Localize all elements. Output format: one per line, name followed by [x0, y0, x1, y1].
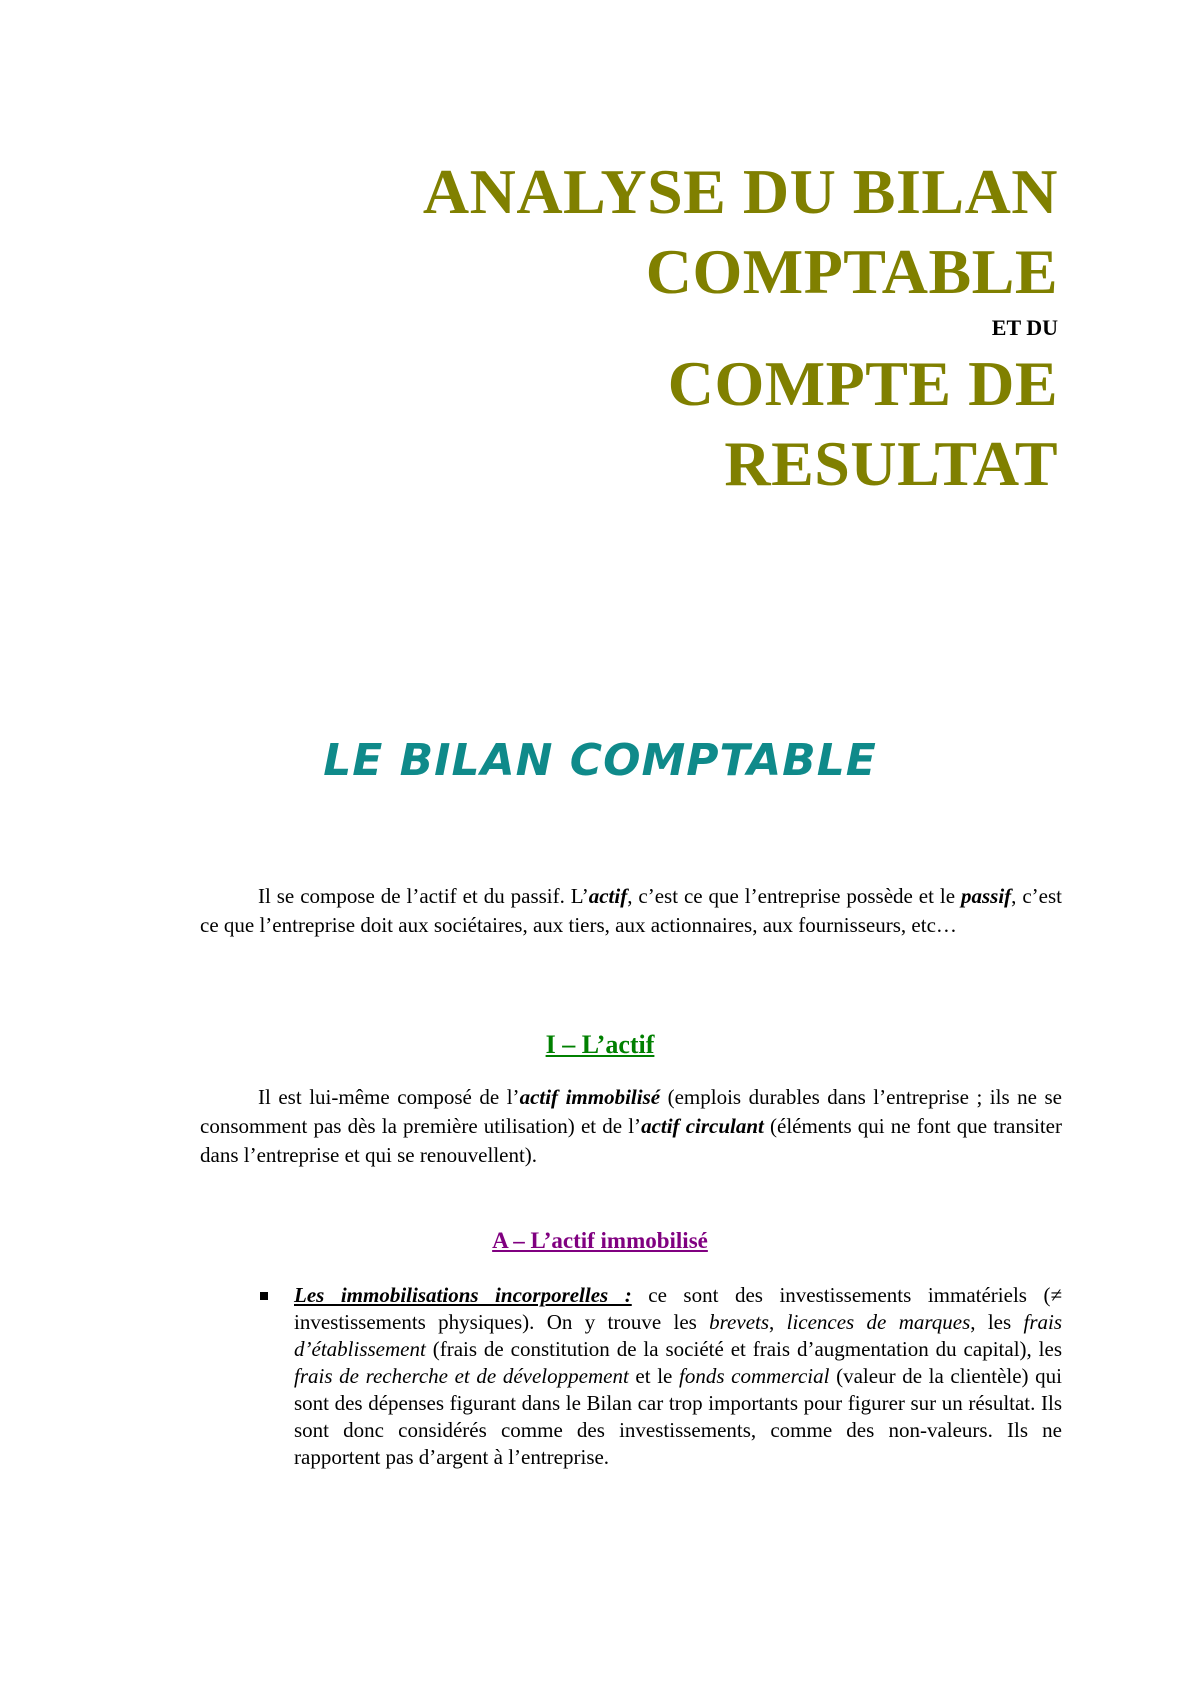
- bullet-text-2: ,: [769, 1310, 787, 1334]
- intro-text-3: , c’est ce que l’entreprise doit aux sociétaires, aux tiers, aux actionnaires, aux fournisseurs, etc…: [200, 884, 1062, 937]
- document-title: [423, 152, 1058, 504]
- actif-text-2: (emplois durables dans l’entreprise ; ils ne se consomment pas dès la première utilisation) et de l’: [200, 1085, 1063, 1138]
- bullet-text-4: (frais de constitution de la société et frais d’augmentation du capital), les: [425, 1337, 1062, 1361]
- bullet-text-5: et le: [628, 1364, 679, 1388]
- actif-paragraph: [200, 1083, 1062, 1170]
- intro-paragraph: [200, 882, 1062, 940]
- intro-passif-term: passif: [960, 884, 1012, 908]
- bullet-text-3: , les: [970, 1310, 1024, 1334]
- section-heading: LE BILAN COMPTABLE: [323, 735, 877, 786]
- bullet-text: [294, 1282, 1062, 1471]
- actif-text-3: (éléments qui ne font que transiter dans l’entreprise et qui se renouvellent).: [200, 1114, 1062, 1167]
- title-line-1: ANALYSE DU BILAN: [422, 156, 1058, 227]
- bullet-text-6: (valeur de la clientèle) qui sont des dépenses figurant dans le Bilan car trop importants pour figurer sur un résultat. Ils sont donc considérés comme des investissements, comme des non-valeurs. Ils ne rapportent pas d’argent à l’entreprise.: [294, 1364, 1063, 1469]
- intro-text-1: Il se compose de l’actif et du passif. L’: [258, 884, 589, 908]
- heading-actif-immobilise: A – L’actif immobilisé: [492, 1228, 708, 1253]
- term-frais-recherche: frais de recherche et de développement: [294, 1364, 629, 1388]
- title-line-3: COMPTE DE: [667, 348, 1058, 419]
- actif-circulant-term: actif circulant: [641, 1114, 764, 1138]
- heading-actif: I – L’actif: [545, 1030, 655, 1059]
- title-connector: ET DU: [991, 315, 1058, 340]
- term-brevets: brevets: [709, 1310, 770, 1334]
- bullet-item: [262, 1282, 1062, 1471]
- intro-actif-term: actif: [588, 884, 628, 908]
- term-fonds-commercial: fonds commercial: [678, 1364, 830, 1388]
- actif-text-1: Il est lui-même composé de l’: [258, 1085, 520, 1109]
- bullet-text-1: ce sont des investissements immatériels (≠ investissements physiques). On y trouve les: [294, 1283, 1062, 1334]
- term-frais-etablissement: frais d’établissement: [294, 1310, 1063, 1361]
- title-line-4: RESULTAT: [724, 428, 1058, 499]
- bullet-label: Les immobilisations incorporelles :: [294, 1283, 632, 1307]
- intro-text-2: , c’est ce que l’entreprise possède et le: [627, 884, 961, 908]
- title-line-2: COMPTABLE: [645, 236, 1058, 307]
- term-licences: licences de marques: [786, 1310, 971, 1334]
- bullet-square-icon: [260, 1292, 268, 1300]
- actif-immobilise-term: actif immobilisé: [519, 1085, 661, 1109]
